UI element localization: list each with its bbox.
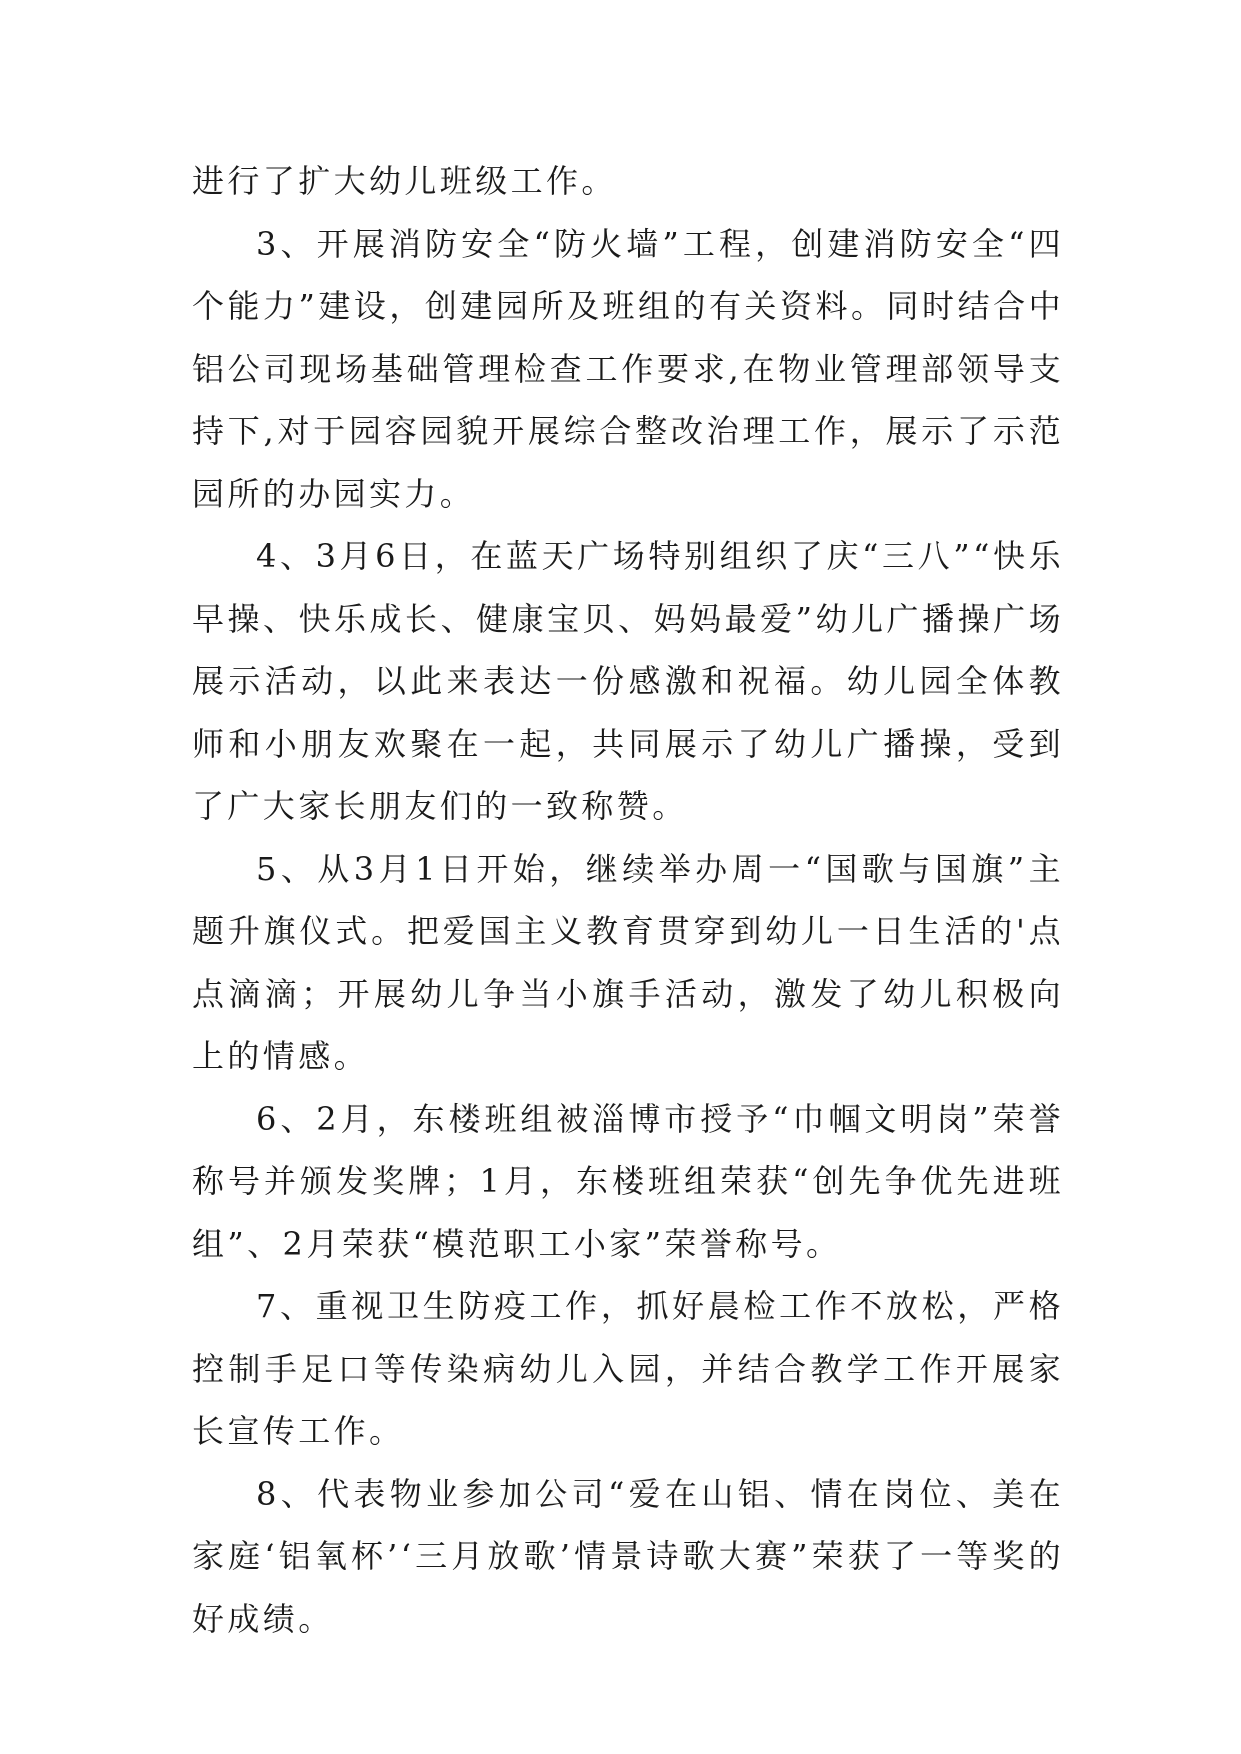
paragraph-item-4: 4、3月6日，在蓝天广场特别组织了庆“三八”“快乐早操、快乐成长、健康宝贝、妈妈最爱”幼儿广播操广场展示活动，以此来表达一份感激和祝福。幼儿园全体教师和小朋友欢聚在一起，共同展示了幼儿广播操，受到了广大家长朋友们的一致称赞。	[192, 537, 1064, 825]
paragraph-item-6: 6、2月，东楼班组被淄博市授予“巾帼文明岗”荣誉称号并颁发奖牌；1月，东楼班组荣获“创先争优先进班组”、2月荣获“模范职工小家”荣誉称号。	[192, 1099, 1064, 1263]
paragraph-item-7: 7、重视卫生防疫工作，抓好晨检工作不放松，严格控制手足口等传染病幼儿入园，并结合教学工作开展家长宣传工作。	[192, 1287, 1064, 1450]
paragraph-item-8: 8、代表物业参加公司“爱在山铝、情在岗位、美在家庭‘铝氧杯’‘三月放歌’情景诗歌大赛”荣获了一等奖的好成绩。	[192, 1474, 1064, 1638]
paragraph-continuation: 进行了扩大幼儿班级工作。	[192, 162, 617, 200]
document-body	[192, 150, 1064, 1650]
paragraph-item-3: 3、开展消防安全“防火墙”工程，创建消防安全“四个能力”建设，创建园所及班组的有关资料。同时结合中铝公司现场基础管理检查工作要求,在物业管理部领导支持下,对于园容园貌开展综合整改治理工作，展示了示范园所的办园实力。	[192, 224, 1064, 513]
paragraph-item-5: 5、从3月1日开始，继续举办周一“国歌与国旗”主题升旗仪式。把爱国主义教育贯穿到幼儿一日生活的'点点滴滴；开展幼儿争当小旗手活动，激发了幼儿积极向上的情感。	[192, 849, 1064, 1075]
